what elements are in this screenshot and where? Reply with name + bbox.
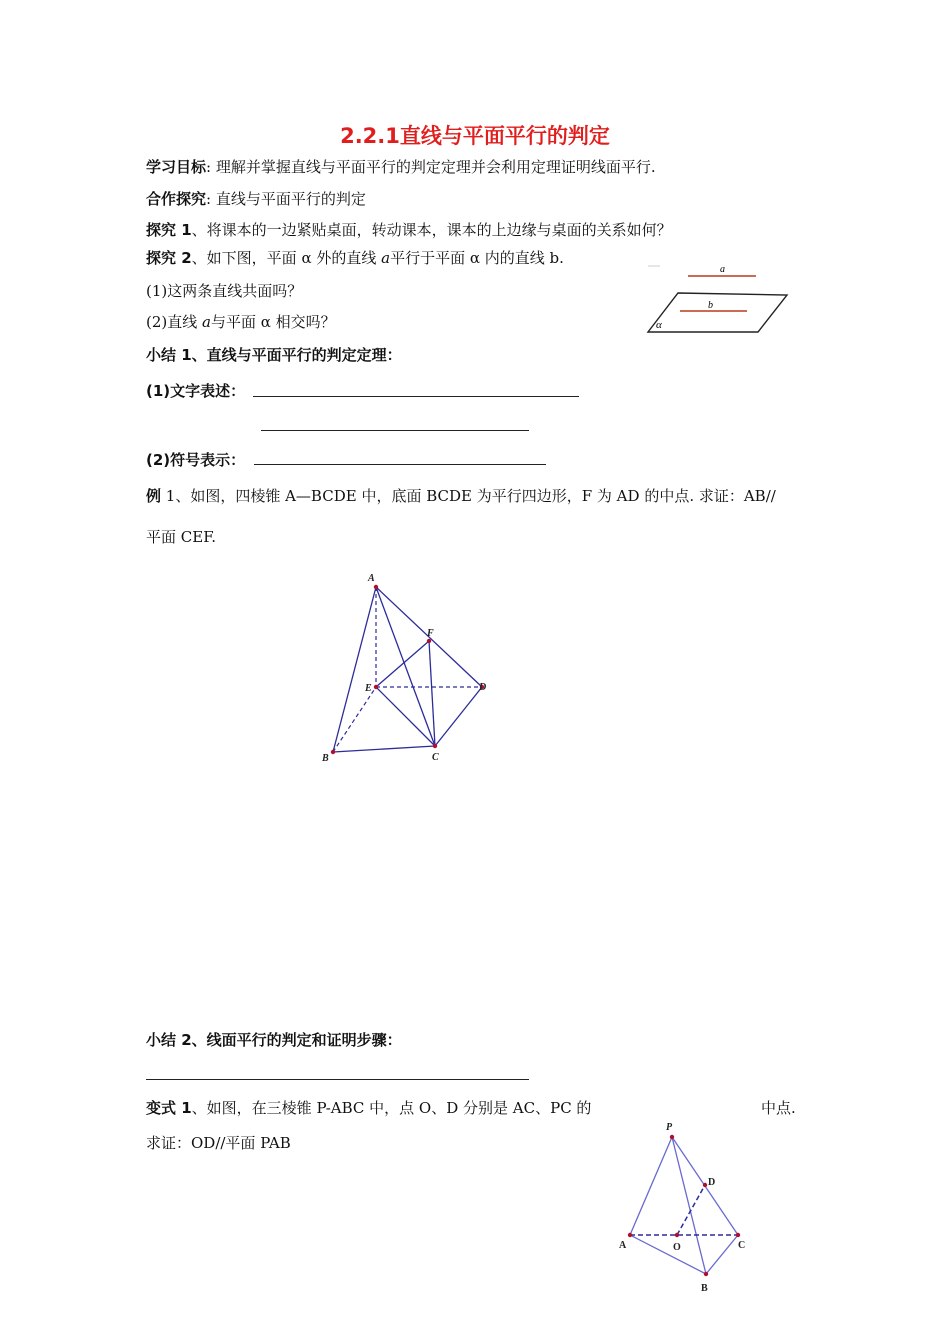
plane-alpha-label: α bbox=[656, 319, 662, 331]
cooperative-inquiry bbox=[146, 189, 366, 209]
segment-fc bbox=[429, 641, 435, 746]
point-b bbox=[704, 1272, 708, 1276]
figure-pyramid-pabc bbox=[610, 1115, 760, 1300]
explore-2-var-a: a bbox=[381, 249, 391, 267]
label-b: B bbox=[701, 1283, 708, 1294]
learning-goal bbox=[146, 157, 656, 177]
coop-label: 合作探究 bbox=[146, 190, 207, 208]
point-e bbox=[374, 685, 378, 689]
edge-pa bbox=[630, 1137, 672, 1235]
line-b-label: b bbox=[708, 300, 713, 311]
example-1-label: 例 bbox=[146, 487, 162, 505]
edge-bc bbox=[706, 1235, 738, 1274]
variant-1 bbox=[146, 1098, 591, 1118]
point-p bbox=[670, 1135, 674, 1139]
page-title: 2.2.1直线与平面平行的判定 bbox=[340, 124, 610, 148]
learning-goal-text: : 理解并掌握直线与平面平行的判定定理并会利用定理证明线面平行. bbox=[206, 158, 656, 176]
q2-text-a: (2)直线 bbox=[146, 313, 203, 331]
point-a bbox=[628, 1233, 632, 1237]
variant-1-label: 变式 1 bbox=[146, 1099, 192, 1117]
point-a bbox=[374, 585, 378, 589]
edge-ac bbox=[376, 587, 435, 746]
summary-1-symbol-label: (2)符号表示： bbox=[146, 451, 246, 469]
edge-cd bbox=[435, 687, 482, 746]
symbol-statement-blank bbox=[254, 464, 546, 465]
edge-bc bbox=[333, 746, 435, 752]
variant-1-text-end: 中点. bbox=[761, 1099, 796, 1117]
edge-ab bbox=[333, 587, 376, 752]
summary-1-title: 小结 1、直线与平面平行的判定定理： bbox=[146, 346, 402, 364]
label-d: D bbox=[479, 682, 487, 693]
variant-1-text: 、如图，在三棱锥 P-ABC 中，点 O、D 分别是 AC、PC 的 bbox=[191, 1099, 592, 1117]
explore-2-text-b: 平行于平面 α 内的直线 b. bbox=[390, 249, 564, 267]
q2-text-b: 与平面 α 相交吗？ bbox=[210, 313, 336, 331]
coop-text: : 直线与平面平行的判定 bbox=[206, 190, 366, 208]
edge-ab bbox=[630, 1235, 706, 1274]
label-c: C bbox=[738, 1240, 746, 1251]
variant-1-proof: 求证：OD//平面 PAB bbox=[146, 1134, 291, 1152]
text-statement-blank-1 bbox=[253, 396, 579, 397]
example-1-text: 1、如图，四棱锥 A—BCDE 中，底面 BCDE 为平行四边形，F 为 AD 的中点. 求证：AB// bbox=[161, 487, 776, 505]
segment-od bbox=[677, 1185, 705, 1235]
plane-alpha bbox=[648, 293, 787, 332]
segment-ef bbox=[376, 641, 429, 687]
point-o bbox=[675, 1233, 679, 1237]
example-1-text-2: 平面 CEF. bbox=[146, 528, 217, 546]
explore-2-question-1: (1)这两条直线共面吗？ bbox=[146, 282, 303, 300]
label-e: E bbox=[365, 683, 372, 694]
example-1 bbox=[146, 486, 776, 506]
explore-1 bbox=[146, 220, 672, 240]
explore-2-text-a: 、如下图，平面 α 外的直线 bbox=[191, 249, 382, 267]
figure-plane-lines bbox=[640, 258, 800, 340]
segment-ec bbox=[376, 687, 435, 746]
explore-2 bbox=[146, 248, 564, 268]
proof-steps-blank bbox=[146, 1079, 529, 1080]
explore-2-label: 探究 2 bbox=[146, 249, 192, 267]
text-statement-blank-2 bbox=[261, 430, 529, 431]
label-o: O bbox=[673, 1242, 681, 1253]
point-c bbox=[736, 1233, 740, 1237]
explore-2-question-2 bbox=[146, 312, 336, 332]
learning-goal-label: 学习目标 bbox=[146, 158, 207, 176]
summary-2-title: 小结 2、线面平行的判定和证明步骤： bbox=[146, 1031, 402, 1049]
label-b: B bbox=[322, 753, 329, 764]
label-a: A bbox=[368, 573, 375, 584]
line-a-label: a bbox=[720, 264, 725, 275]
label-c: C bbox=[432, 752, 439, 763]
q2-var: a bbox=[202, 313, 211, 331]
explore-1-text: 、将课本的一边紧贴桌面，转动课本，课本的上边缘与桌面的关系如何？ bbox=[191, 221, 672, 239]
point-b bbox=[331, 750, 335, 754]
figure-pyramid-abcde bbox=[310, 565, 500, 770]
point-c bbox=[433, 744, 437, 748]
point-d bbox=[703, 1183, 707, 1187]
point-f bbox=[427, 639, 431, 643]
edge-be-hidden bbox=[333, 687, 376, 752]
label-p: P bbox=[666, 1122, 673, 1133]
edge-pb bbox=[672, 1137, 706, 1274]
label-f: F bbox=[427, 628, 434, 639]
explore-1-label: 探究 1 bbox=[146, 221, 192, 239]
summary-1-text-label: (1)文字表述： bbox=[146, 382, 246, 400]
label-d: D bbox=[708, 1177, 716, 1188]
label-a: A bbox=[619, 1240, 627, 1251]
